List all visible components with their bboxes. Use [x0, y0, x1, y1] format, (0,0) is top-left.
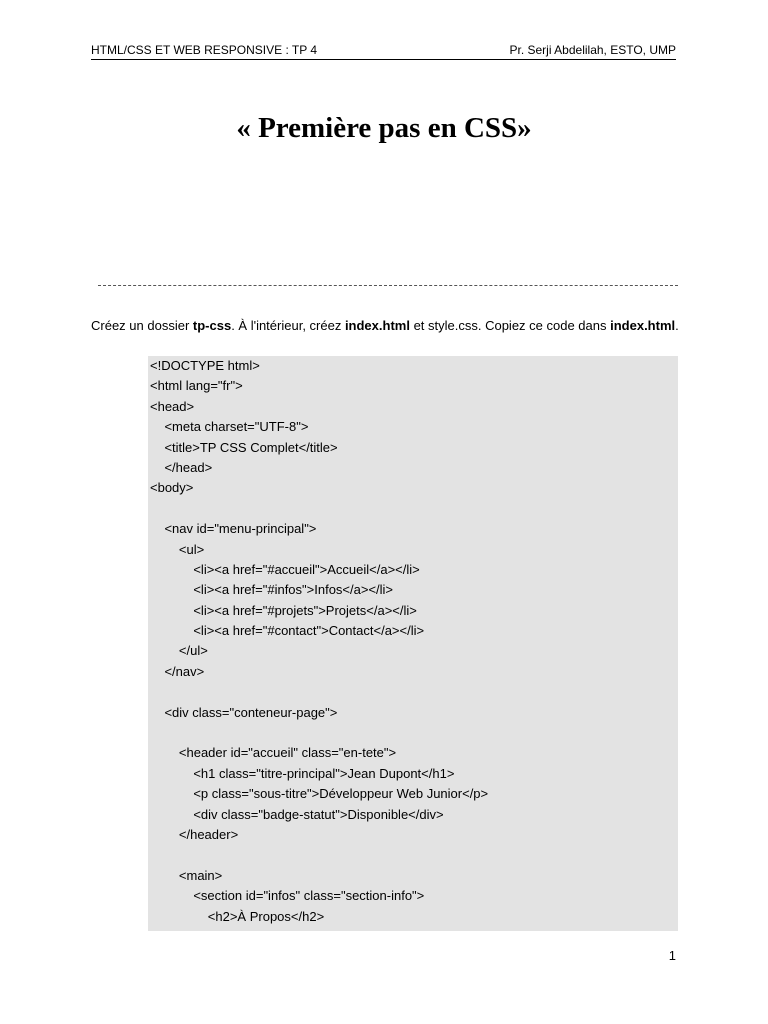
code-line	[148, 723, 678, 743]
code-line	[148, 499, 678, 519]
intro-text-2: . À l'intérieur, créez	[231, 318, 345, 333]
intro-folder-name: tp-css	[192, 318, 232, 333]
code-line: <li><a href="#accueil">Accueil</a></li>	[150, 561, 420, 577]
code-block	[148, 356, 678, 931]
intro-text-3: et style.css. Copiez ce code dans	[409, 318, 611, 333]
code-line: <head>	[150, 398, 195, 414]
intro-text-4: .	[675, 318, 679, 333]
code-line	[148, 845, 678, 865]
code-line: <h2>À Propos</h2>	[150, 908, 325, 924]
code-line: <header id="accueil" class="en-tete">	[150, 745, 397, 761]
code-line: <section id="infos" class="section-info">	[150, 888, 425, 904]
code-line: </head>	[150, 459, 213, 475]
code-line: <p class="sous-titre">Développeur Web Junior</p>	[150, 786, 489, 802]
header-course-title: HTML/CSS ET WEB RESPONSIVE : TP 4	[91, 43, 318, 57]
code-line: <ul>	[150, 541, 205, 557]
intro-target-file: index.html	[610, 318, 676, 333]
code-line: </header>	[150, 826, 239, 842]
code-line: <!DOCTYPE html>	[150, 358, 260, 373]
code-line: </ul>	[150, 643, 208, 659]
code-line: <div class="conteneur-page">	[150, 704, 338, 720]
page-number: 1	[668, 948, 676, 963]
code-line: <title>TP CSS Complet</title>	[150, 439, 338, 455]
code-line: <li><a href="#contact">Contact</a></li>	[150, 623, 425, 639]
dashed-divider	[98, 285, 678, 286]
intro-paragraph	[91, 315, 681, 336]
code-line: <html lang="fr">	[150, 378, 243, 394]
code-line: <h1 class="titre-principal">Jean Dupont</h1>	[150, 765, 455, 781]
code-line	[148, 682, 678, 702]
code-line: <li><a href="#infos">Infos</a></li>	[150, 582, 394, 598]
code-line: <li><a href="#projets">Projets</a></li>	[150, 602, 417, 618]
code-line: </nav>	[150, 663, 205, 679]
header-author: Pr. Serji Abdelilah, ESTO, UMP	[509, 43, 676, 57]
code-line: <main>	[150, 867, 223, 883]
code-line: <nav id="menu-principal">	[150, 521, 317, 537]
intro-file-name: index.html	[344, 318, 410, 333]
code-line: <body>	[150, 480, 194, 496]
document-title: « Première pas en CSS»	[236, 112, 532, 144]
code-line: <div class="badge-statut">Disponible</div>	[150, 806, 444, 822]
intro-text-1: Créez un dossier	[91, 318, 193, 333]
code-line: <meta charset="UTF-8">	[150, 419, 309, 435]
page-header	[91, 43, 676, 60]
